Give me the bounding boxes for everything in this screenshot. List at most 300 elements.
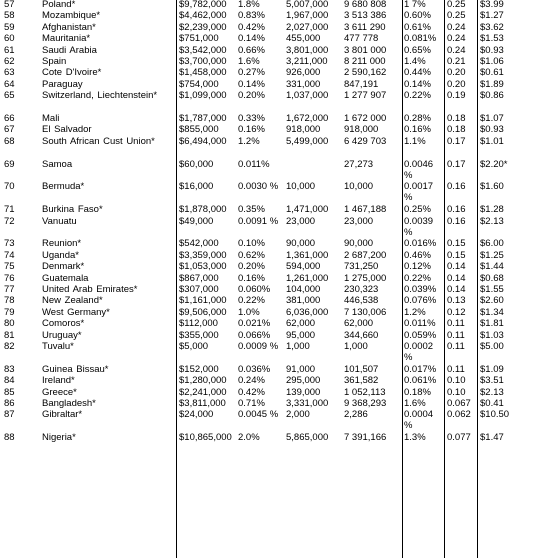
cell-rank: 78 [4, 295, 15, 307]
cell-pop2: 1 275,000 [344, 272, 387, 284]
cell-pop2: 2 590,162 [344, 67, 387, 79]
cell-share: 0.20% [238, 261, 265, 273]
cell-pop1: 295,000 [286, 375, 321, 387]
cell-ratio: 0.11 [447, 329, 465, 341]
cell-pct: 0.12% [404, 261, 431, 273]
cell-gdp: $9,782,000 [179, 0, 227, 10]
cell-pct: 0.0002 % [404, 341, 434, 363]
cell-ratio: 0.24 [447, 21, 466, 33]
cell-name: New Zealand* [42, 295, 103, 307]
cell-pop2: 1 467,188 [344, 204, 387, 216]
cell-name: Samoa [42, 158, 73, 170]
cell-share: 0.83% [238, 10, 265, 22]
cell-rank: 61 [4, 44, 15, 56]
cell-pop2: 361,582 [344, 375, 379, 387]
cell-ratio: 0.24 [447, 44, 466, 56]
cell-gdp: $855,000 [179, 124, 219, 136]
cell-pct: 0.18% [404, 386, 431, 398]
table-row [0, 431, 544, 454]
cell-gdp: $1,458,000 [179, 67, 227, 79]
cell-gdp: $1,280,000 [179, 375, 227, 387]
cell-ratio: 0.25 [447, 10, 466, 22]
cell-rank: 69 [4, 158, 15, 170]
cell-name: Afghanistan* [42, 21, 96, 33]
cell-pop2: 3 513 386 [344, 10, 387, 22]
cell-gdp: $3,359,000 [179, 249, 227, 261]
cell-pct: 1.1% [404, 135, 426, 147]
cell-name: Comoros* [42, 318, 85, 330]
cell-pop2: 7 391,166 [344, 432, 387, 444]
table-row [0, 112, 544, 123]
cell-pop1: 331,000 [286, 78, 321, 90]
cell-ratio: 0.077 [447, 432, 471, 444]
cell-pct: 1.3% [404, 432, 426, 444]
cell-ratio: 0.11 [447, 318, 465, 330]
cell-rank: 74 [4, 249, 15, 261]
cell-share: 0.16% [238, 124, 265, 136]
cell-pct: 0.017% [404, 363, 437, 375]
cell-pop2: 3 611 290 [344, 21, 386, 33]
cell-per: $0.68 [480, 272, 504, 284]
cell-ratio: 0.16 [447, 204, 466, 216]
cell-pct: 0.61% [404, 21, 431, 33]
cell-per: $1.09 [480, 363, 504, 375]
cell-per: $2.60 [480, 295, 504, 307]
cell-per: $1.01 [480, 135, 504, 147]
cell-pct: 0.25% [404, 204, 431, 216]
cell-per: $1.55 [480, 284, 504, 295]
cell-share: 1.0% [238, 306, 260, 318]
cell-pop1: 1,967,000 [286, 10, 329, 22]
cell-share: 0.22% [238, 295, 265, 307]
cell-share: 0.71% [238, 398, 265, 409]
cell-share: 0.14% [238, 33, 265, 45]
cell-ratio: 0.067 [447, 398, 471, 409]
cell-pop1: 455,000 [286, 33, 321, 45]
cell-pop1: 90,000 [286, 238, 316, 250]
cell-ratio: 0.14 [447, 284, 466, 295]
cell-name: Uruguay* [42, 329, 82, 341]
cell-gdp: $112,000 [179, 318, 218, 330]
cell-name: Guatemala [42, 272, 89, 284]
table-row [0, 374, 544, 385]
cell-per: $1.25 [480, 249, 504, 261]
cell-pct: 0.22% [404, 90, 431, 102]
cell-share: 1.2% [238, 135, 260, 147]
cell-name: Mali [42, 113, 60, 124]
cell-gdp: $16,000 [179, 181, 214, 193]
cell-rank: 85 [4, 386, 15, 398]
table-row [0, 294, 544, 305]
cell-per: $0.41 [480, 398, 504, 409]
cell-rank: 88 [4, 432, 15, 444]
cell-pop1: 918,000 [286, 124, 321, 136]
cell-pop2: 344,660 [344, 329, 379, 341]
cell-rank: 82 [4, 341, 15, 352]
cell-share: 0.62% [238, 249, 265, 261]
cell-pct: 1.2% [404, 306, 426, 318]
cell-pop2: 101,507 [344, 363, 379, 375]
table-row [0, 135, 544, 158]
cell-gdp: $4,462,000 [179, 10, 227, 22]
cell-per: $1.47 [480, 432, 504, 444]
table-row [0, 180, 544, 203]
table-row [0, 306, 544, 317]
cell-ratio: 0.10 [447, 375, 466, 387]
cell-ratio: 0.14 [447, 272, 466, 284]
cell-rank: 84 [4, 375, 15, 387]
table-row [0, 203, 544, 214]
cell-pct: 1.4% [404, 56, 426, 67]
cell-gdp: $307,000 [179, 284, 219, 295]
cell-pop2: 3 801 000 [344, 44, 387, 56]
cell-pop1: 6,036,000 [286, 306, 329, 318]
cell-share: 0.42% [238, 21, 265, 33]
cell-share: 0.0091 % [238, 215, 279, 227]
cell-per: $0.61 [480, 67, 504, 79]
cell-name: Paraguay [42, 78, 83, 90]
cell-share: 0.33% [238, 113, 265, 124]
cell-rank: 68 [4, 135, 15, 147]
table-row [0, 408, 544, 431]
cell-gdp: $867,000 [179, 272, 219, 284]
cell-pct: 0.039% [404, 284, 437, 295]
cell-name: Spain [42, 56, 67, 67]
cell-per: $2.13 [480, 215, 504, 227]
cell-pop2: 1,000 [344, 341, 368, 352]
cell-pop2: 9 680 808 [344, 0, 387, 10]
cell-pop1: 1,000 [286, 341, 310, 352]
cell-pop2: 62,000 [344, 318, 374, 330]
table-row [0, 237, 544, 248]
cell-pop2: 7 130,006 [344, 306, 387, 318]
cell-pct: 0.14% [404, 78, 431, 90]
cell-gdp: $1,099,000 [179, 90, 227, 102]
cell-name: Greece* [42, 386, 77, 398]
cell-name: El Salvador [42, 124, 92, 136]
cell-pop2: 1 672 000 [344, 113, 387, 124]
cell-rank: 57 [4, 0, 15, 10]
cell-pop2: 230,323 [344, 284, 379, 295]
cell-ratio: 0.16 [447, 215, 466, 227]
cell-share: 0.16% [238, 272, 265, 284]
cell-pop1: 95,000 [286, 329, 316, 341]
cell-rank: 81 [4, 329, 15, 341]
cell-share: 2.0% [238, 432, 260, 444]
table-row [0, 32, 544, 43]
cell-pop2: 446,538 [344, 295, 379, 307]
cell-pct: 0.076% [404, 295, 437, 307]
cell-rank: 75 [4, 261, 15, 273]
cell-pop1: 3,331,000 [286, 398, 329, 409]
cell-pop2: 918,000 [344, 124, 379, 136]
cell-name: Mozambique* [42, 10, 101, 22]
cell-share: 0.0030 % [238, 181, 279, 193]
table-row [0, 317, 544, 328]
table-row [0, 55, 544, 66]
table-row [0, 329, 544, 340]
cell-share: 1.6% [238, 56, 260, 67]
cell-gdp: $751,000 [179, 33, 219, 45]
cell-per: $2.13 [480, 386, 504, 398]
cell-pct: 0.60% [404, 10, 431, 22]
cell-per: $1.34 [480, 306, 504, 318]
cell-pct: 0.46% [404, 249, 431, 261]
cell-pop1: 381,000 [286, 295, 321, 307]
cell-per: $0.93 [480, 124, 504, 136]
cell-per: $1.81 [480, 318, 504, 330]
table-row [0, 386, 544, 397]
cell-name: Nigeria* [42, 432, 76, 444]
cell-pct: 0.28% [404, 113, 431, 124]
cell-gdp: $1,161,000 [179, 295, 227, 307]
cell-per: $3.51 [480, 375, 504, 387]
cell-gdp: $5,000 [179, 341, 209, 352]
cell-pct: 0.016% [404, 238, 437, 250]
cell-name: Reunion* [42, 238, 82, 250]
cell-rank: 79 [4, 306, 15, 318]
cell-name: United Arab Emirates* [42, 284, 138, 295]
cell-name: Uganda* [42, 249, 79, 261]
cell-ratio: 0.17 [447, 135, 466, 147]
cell-pop2: 1 277 907 [344, 90, 387, 102]
cell-ratio: 0.11 [447, 363, 465, 375]
cell-name: Ireland* [42, 375, 75, 387]
cell-ratio: 0.16 [447, 181, 466, 193]
cell-per: $1.44 [480, 261, 504, 273]
cell-share: 0.42% [238, 386, 265, 398]
cell-name: Denmark* [42, 261, 85, 273]
cell-pop1: 1,037,000 [286, 90, 329, 102]
cell-name: Vanuatu [42, 215, 77, 227]
cell-rank: 59 [4, 21, 15, 33]
cell-ratio: 0.10 [447, 386, 466, 398]
cell-gdp: $754,000 [179, 78, 219, 90]
cell-pop2: 8 211 000 [344, 56, 386, 67]
cell-share: 0.20% [238, 90, 265, 102]
table-row [0, 260, 544, 271]
cell-pop1: 5,007,000 [286, 0, 329, 10]
table-row [0, 215, 544, 238]
cell-gdp: $24,000 [179, 409, 214, 421]
cell-per: $1.06 [480, 56, 504, 67]
cell-per: $1.28 [480, 204, 504, 216]
cell-pct: 1 7% [404, 0, 426, 10]
table-row [0, 9, 544, 20]
cell-ratio: 0.19 [447, 90, 466, 102]
cell-per: $0.86 [480, 90, 504, 102]
cell-name: Switzerland, Liechtenstein* [42, 90, 158, 102]
cell-pop2: 731,250 [344, 261, 379, 273]
cell-per: $0.93 [480, 44, 504, 56]
table-row [0, 283, 544, 294]
cell-rank: 58 [4, 10, 15, 22]
cell-share: 0.35% [238, 204, 265, 216]
cell-pct: 0.0039 % [404, 215, 434, 238]
cell-rank: 86 [4, 398, 15, 409]
cell-pop2: 10,000 [344, 181, 374, 193]
cell-ratio: 0.21 [447, 56, 466, 67]
cell-ratio: 0.20 [447, 67, 466, 79]
cell-pop1: 104,000 [286, 284, 321, 295]
cell-ratio: 0.15 [447, 238, 466, 250]
cell-pop1: 3,211,000 [286, 56, 328, 67]
cell-pct: 0.0004 % [404, 409, 434, 432]
cell-per: $10.50 [480, 409, 510, 421]
cell-share: 0.10% [238, 238, 265, 250]
table-row [0, 272, 544, 283]
cell-gdp: $2,241,000 [179, 386, 227, 398]
cell-rank: 71 [4, 204, 15, 216]
cell-share: 0.011% [238, 158, 270, 170]
cell-per: $1.03 [480, 329, 504, 341]
table-row [0, 363, 544, 374]
cell-per: $2.20* [480, 158, 508, 170]
cell-ratio: 0.18 [447, 113, 466, 124]
table-row [0, 89, 544, 112]
cell-pct: 0.059% [404, 329, 437, 341]
cell-rank: 73 [4, 238, 15, 250]
cell-rank: 87 [4, 409, 15, 421]
cell-pct: 0.22% [404, 272, 431, 284]
cell-ratio: 0.15 [447, 249, 466, 261]
cell-gdp: $49,000 [179, 215, 214, 227]
cell-pct: 0.061% [404, 375, 437, 387]
cell-share: 1.8% [238, 0, 260, 10]
cell-pop1: 5,865,000 [286, 432, 329, 444]
cell-rank: 77 [4, 284, 15, 295]
cell-gdp: $3,811,000 [179, 398, 226, 409]
cell-gdp: $60,000 [179, 158, 214, 170]
cell-pop2: 27,273 [344, 158, 374, 170]
table-row [0, 397, 544, 408]
cell-pct: 0.44% [404, 67, 431, 79]
cell-rank: 76 [4, 272, 15, 284]
cell-per: $5.00 [480, 341, 504, 352]
cell-pct: 0.16% [404, 124, 431, 136]
cell-gdp: $3,542,000 [179, 44, 227, 56]
cell-name: Guinea Bissau* [42, 363, 109, 375]
cell-share: 0.27% [238, 67, 265, 79]
cell-pop1: 5,499,000 [286, 135, 329, 147]
cell-pop1: 1,672,000 [286, 113, 329, 124]
cell-pop2: 2 687,200 [344, 249, 387, 261]
cell-rank: 60 [4, 33, 15, 45]
cell-per: $1.89 [480, 78, 504, 90]
cell-gdp: $355,000 [179, 329, 219, 341]
cell-pct: 1.6% [404, 398, 426, 409]
cell-pop1 [286, 158, 342, 182]
table-row [0, 78, 544, 89]
cell-name: Bermuda* [42, 181, 85, 193]
cell-pop1: 926,000 [286, 67, 321, 79]
cell-gdp: $3,700,000 [179, 56, 227, 67]
cell-gdp: $9,506,000 [179, 306, 227, 318]
cell-gdp: $1,053,000 [179, 261, 227, 273]
cell-share: 0.24% [238, 375, 265, 387]
cell-rank: 67 [4, 124, 15, 136]
cell-ratio: 0.062 [447, 409, 471, 421]
table-row [0, 0, 544, 9]
cell-pop2: 1 052,113 [344, 386, 386, 398]
cell-pct: 0.0017 % [404, 181, 434, 204]
cell-share: 0.14% [238, 78, 265, 90]
cell-pop1: 3,801,000 [286, 44, 329, 56]
cell-name: Mauritania* [42, 33, 91, 45]
cell-rank: 70 [4, 181, 15, 193]
cell-name: Cote D'Ivoire* [42, 67, 102, 79]
table-row [0, 21, 544, 32]
cell-pop1: 1,261,000 [286, 272, 329, 284]
cell-pct: 0.0046 % [404, 158, 434, 181]
cell-rank: 64 [4, 78, 15, 90]
cell-pop1: 91,000 [286, 363, 316, 375]
cell-per: $3.99 [480, 0, 504, 10]
cell-name: Gibraltar* [42, 409, 83, 421]
cell-share: 0.066% [238, 329, 271, 341]
cell-name: Saudi Arabia [42, 44, 97, 56]
cell-per: $1.60 [480, 181, 504, 193]
cell-ratio: 0.17 [447, 158, 466, 170]
cell-name: South African Cust Union* [42, 135, 155, 147]
table-row [0, 66, 544, 77]
table-row [0, 249, 544, 260]
cell-share: 0.021% [238, 318, 271, 330]
cell-ratio: 0.20 [447, 78, 466, 90]
cell-name: Bangladesh* [42, 398, 96, 409]
cell-ratio: 0.11 [447, 341, 465, 352]
cell-pop2: 23,000 [344, 215, 374, 227]
cell-per: $3.62 [480, 21, 504, 33]
cell-share: 0.66% [238, 44, 265, 56]
cell-pop1: 2,000 [286, 409, 310, 421]
cell-rank: 66 [4, 113, 15, 124]
cell-share: 0.0009 % [238, 341, 279, 352]
cell-share: 0.036% [238, 363, 271, 375]
cell-pop1: 2,027,000 [286, 21, 329, 33]
cell-pop1: 62,000 [286, 318, 316, 330]
table-row [0, 340, 544, 363]
cell-name: Tuvalu* [42, 341, 74, 352]
cell-rank: 83 [4, 363, 15, 375]
cell-pct: 0.65% [404, 44, 431, 56]
cell-ratio: 0.18 [447, 124, 466, 136]
cell-pop1: 10,000 [286, 181, 316, 193]
cell-rank: 72 [4, 215, 15, 227]
cell-pop1: 1,361,000 [286, 249, 329, 261]
cell-pop1: 1,471,000 [286, 204, 329, 216]
cell-pop1: 23,000 [286, 215, 316, 227]
cell-ratio: 0.13 [447, 295, 466, 307]
cell-rank: 80 [4, 318, 15, 330]
cell-gdp: $6,494,000 [179, 135, 227, 147]
cell-share: 0.0045 % [238, 409, 279, 421]
cell-per: $1.53 [480, 33, 504, 45]
cell-pop1: 594,000 [286, 261, 321, 273]
cell-name: Burkina Faso* [42, 204, 103, 216]
cell-pop1: 139,000 [286, 386, 321, 398]
cell-per: $1.07 [480, 113, 504, 124]
cell-pop2: 477 778 [344, 33, 379, 45]
cell-per: $1.27 [480, 10, 504, 22]
cell-pct: 0.081% [404, 33, 437, 45]
cell-gdp: $10,865,000 [179, 432, 232, 444]
cell-ratio: 0.25 [447, 0, 466, 10]
cell-gdp: $2,239,000 [179, 21, 227, 33]
cell-pop2: 90,000 [344, 238, 374, 250]
cell-gdp: $152,000 [179, 363, 219, 375]
cell-name: West Germany* [42, 306, 110, 318]
